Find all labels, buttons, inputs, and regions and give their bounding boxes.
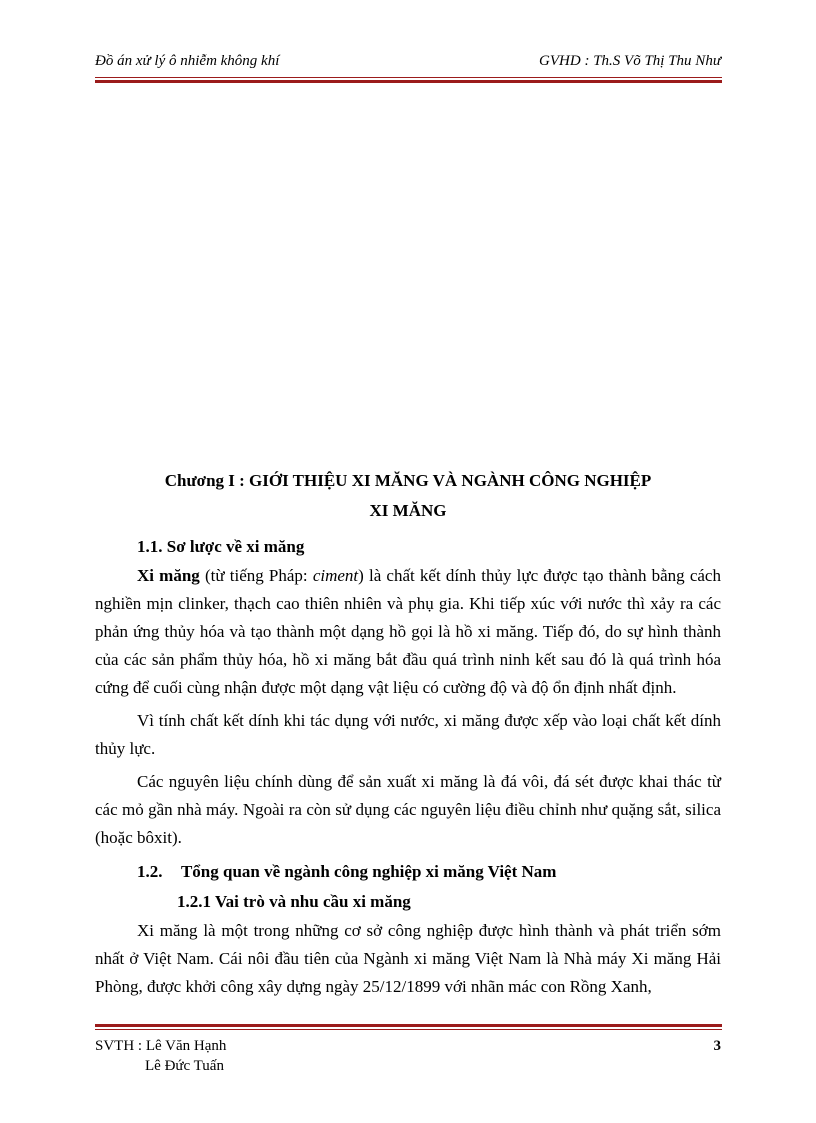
section-heading-1-2-1: [95, 887, 721, 917]
page-number: 3: [713, 1038, 721, 1054]
header-title: Đồ án xử lý ô nhiễm không khí: [95, 53, 280, 69]
section-title: Vai trò và nhu cầu xi măng: [214, 892, 411, 911]
header-rule-thin: [95, 77, 722, 78]
header-advisor: GVHD : Th.S Võ Thị Thu Như: [539, 53, 721, 69]
chapter-title-line1: Chương I : GIỚI THIỆU XI MĂNG VÀ NGÀNH CÔNG NGHIỆP: [164, 471, 652, 490]
paragraph-text: (từ tiếng Pháp:: [199, 566, 313, 585]
paragraph-raw-materials: Các nguyên liệu chính dùng để sản xuất xi măng là đá vôi, đá sét được khai thác từ các mỏ gần nhà máy. Ngoài ra còn sử dụng các nguyên liệu điều chỉnh như quặng sắt, silica (hoặc bôxit).: [95, 772, 721, 847]
paragraph-text: ) là chất kết dính thủy lực được tạo thành bằng cách nghiền mịn clinker, thạch cao thiên nhiên và phụ gia. Khi tiếp xúc với nước thì xảy ra các phản ứng thủy hóa và tạo thành một dạng hồ gọi là hồ xi măng. Tiếp đó, do sự hình thành của các sản phẩm thủy hóa, hồ xi măng bắt đầu quá trình ninh kết sau đó là quá trình hóa cứng để cuối cùng nhận được một dạng vật liệu có cường độ và độ ổn định nhất định.: [95, 566, 721, 697]
term-xi-mang: Xi măng: [137, 566, 200, 585]
section-title: Tổng quan về ngành công nghiệp xi măng Việt Nam: [180, 862, 557, 881]
footer-student-1: SVTH : Lê Văn Hạnh: [95, 1038, 227, 1054]
header-rule-thick: [95, 80, 722, 83]
page-header: [95, 53, 721, 75]
section-title: Sơ lược về xi măng: [166, 537, 305, 556]
section-heading-1-2: [95, 857, 721, 887]
chapter-title-line2: XI MĂNG: [369, 501, 447, 520]
footer-student-2: Lê Đức Tuấn: [145, 1058, 224, 1074]
term-ciment: ciment: [312, 566, 359, 585]
section-number: 1.2.1: [177, 892, 211, 911]
paragraph-hydraulic-binder: Vì tính chất kết dính khi tác dụng với nước, xi măng được xếp vào loại chất kết dính thủy lực.: [95, 711, 721, 758]
paragraph-cement-definition: [95, 562, 721, 702]
section-number: 1.1.: [137, 537, 163, 556]
page-body: [95, 466, 721, 1006]
paragraph-industry-history: Xi măng là một trong những cơ sở công nghiệp được hình thành và phát triển sớm nhất ở Việt Nam. Cái nôi đầu tiên của Ngành xi măng Việt Nam là Nhà máy Xi măng Hải Phòng, được khởi công xây dựng ngày 25/12/1899 với nhãn mác con Rồng Xanh,: [95, 921, 721, 996]
section-heading-1-1: [95, 532, 721, 562]
footer-rule-thick: [95, 1024, 722, 1027]
section-number: 1.2.: [137, 862, 163, 881]
footer-rule-thin: [95, 1029, 722, 1030]
